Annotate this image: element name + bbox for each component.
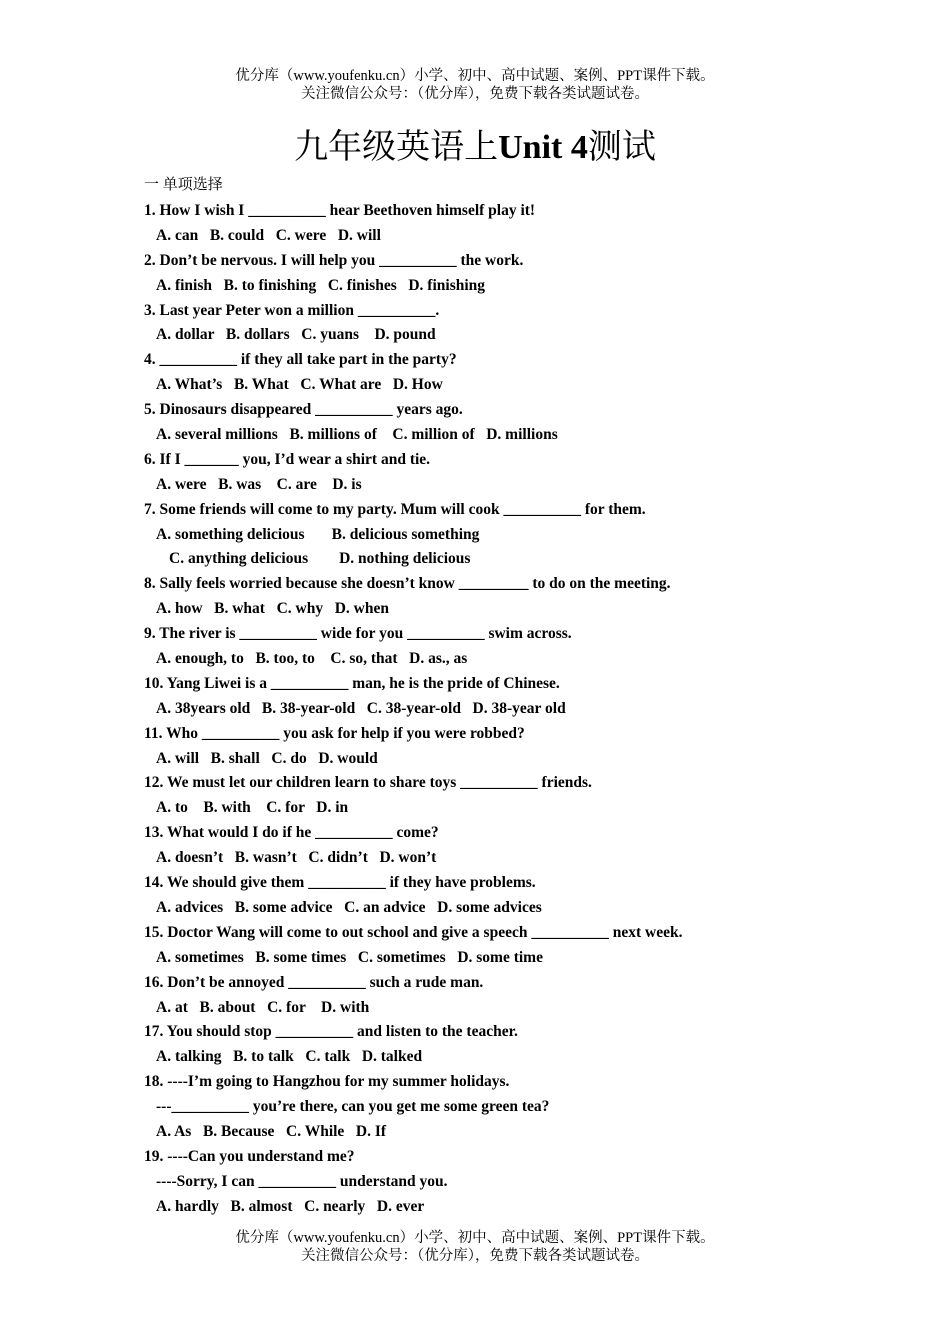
footer-line-2: 关注微信公众号：（优分库），免费下载各类试题试卷。 [301,1248,649,1264]
footer-line-1: 优分库（www.youfenku.cn）小学、初中、高中试题、案例、PPT课件下载。 [235,1230,715,1246]
question-4-options: A. What’s B. What C. What are D. How [156,376,443,394]
question-5: 5. Dinosaurs disappeared __________ years ago. [144,401,463,419]
question-6: 6. If I _______ you, I’d wear a shirt and tie. [144,450,431,468]
title-cn-prefix: 九年级英语上 [294,129,499,166]
question-4: 4. __________ if they all take part in the party? [144,351,457,369]
question-19-reply: ----Sorry, I can __________ understand you. [156,1172,448,1190]
question-11: 11. Who __________ you ask for help if you were robbed? [144,724,525,742]
question-8-options: A. how B. what C. why D. when [156,600,389,618]
question-16: 16. Don’t be annoyed __________ such a rude man. [144,973,484,991]
question-2: 2. Don’t be nervous. I will help you __________ the work. [144,251,524,269]
question-3: 3. Last year Peter won a million __________. [144,301,440,319]
question-8: 8. Sally feels worried because she doesn’t know _________ to do on the meeting. [144,575,671,593]
question-19: 19. ----Can you understand me? [144,1147,355,1165]
question-17-options: A. talking B. to talk C. talk D. talked [156,1048,423,1066]
question-18-options: A. As B. Because C. While D. If [156,1122,387,1140]
question-7-options-ab: A. something delicious B. delicious something [156,525,480,543]
question-9-options: A. enough, to B. too, to C. so, that D. as., as [156,650,468,668]
question-13-options: A. doesn’t B. wasn’t C. didn’t D. won’t [156,849,437,867]
question-13: 13. What would I do if he __________ come? [144,824,439,842]
page-header [0,67,950,103]
question-19-options: A. hardly B. almost C. nearly D. ever [156,1197,425,1215]
question-15: 15. Doctor Wang will come to out school and give a speech __________ next week. [144,923,683,941]
document-title [0,126,950,170]
question-1-options: A. can B. could C. were D. will [156,226,381,244]
question-12-options: A. to B. with C. for D. in [156,799,349,817]
page-footer [0,1229,950,1265]
question-16-options: A. at B. about C. for D. with [156,998,370,1016]
question-9: 9. The river is __________ wide for you __________ swim across. [144,625,572,643]
question-18-reply: ---__________ you’re there, can you get me some green tea? [156,1098,550,1116]
title-cn-suffix: 测试 [587,129,656,166]
question-10-options: A. 38years old B. 38-year-old C. 38-year-old D. 38-year old [156,699,566,717]
header-line-2: 关注微信公众号：（优分库），免费下载各类试题试卷。 [301,86,649,102]
question-list [144,199,864,1220]
question-2-options: A. finish B. to finishing C. finishes D. finishing [156,276,486,294]
question-7: 7. Some friends will come to my party. Mum will cook __________ for them. [144,500,646,518]
question-10: 10. Yang Liwei is a __________ man, he is the pride of Chinese. [144,674,560,692]
title-unit: Unit 4 [498,129,588,166]
question-11-options: A. will B. shall C. do D. would [156,749,378,767]
question-12: 12. We must let our children learn to share toys __________ friends. [144,774,592,792]
question-14-options: A. advices B. some advice C. an advice D. some advices [156,898,542,916]
section-title: 一 单项选择 [144,177,223,193]
question-3-options: A. dollar B. dollars C. yuans D. pound [156,326,436,344]
header-line-1: 优分库（www.youfenku.cn）小学、初中、高中试题、案例、PPT课件下载。 [235,68,715,84]
question-7-options-cd: C. anything delicious D. nothing delicious [169,550,471,568]
question-14: 14. We should give them __________ if they have problems. [144,874,536,892]
question-5-options: A. several millions B. millions of C. million of D. millions [156,426,558,444]
question-18: 18. ----I’m going to Hangzhou for my summer holidays. [144,1073,510,1091]
question-1: 1. How I wish I __________ hear Beethoven himself play it! [144,202,536,219]
question-15-options: A. sometimes B. some times C. sometimes D. some time [156,948,543,966]
question-6-options: A. were B. was C. are D. is [156,475,362,493]
question-17: 17. You should stop __________ and listen to the teacher. [144,1023,518,1041]
